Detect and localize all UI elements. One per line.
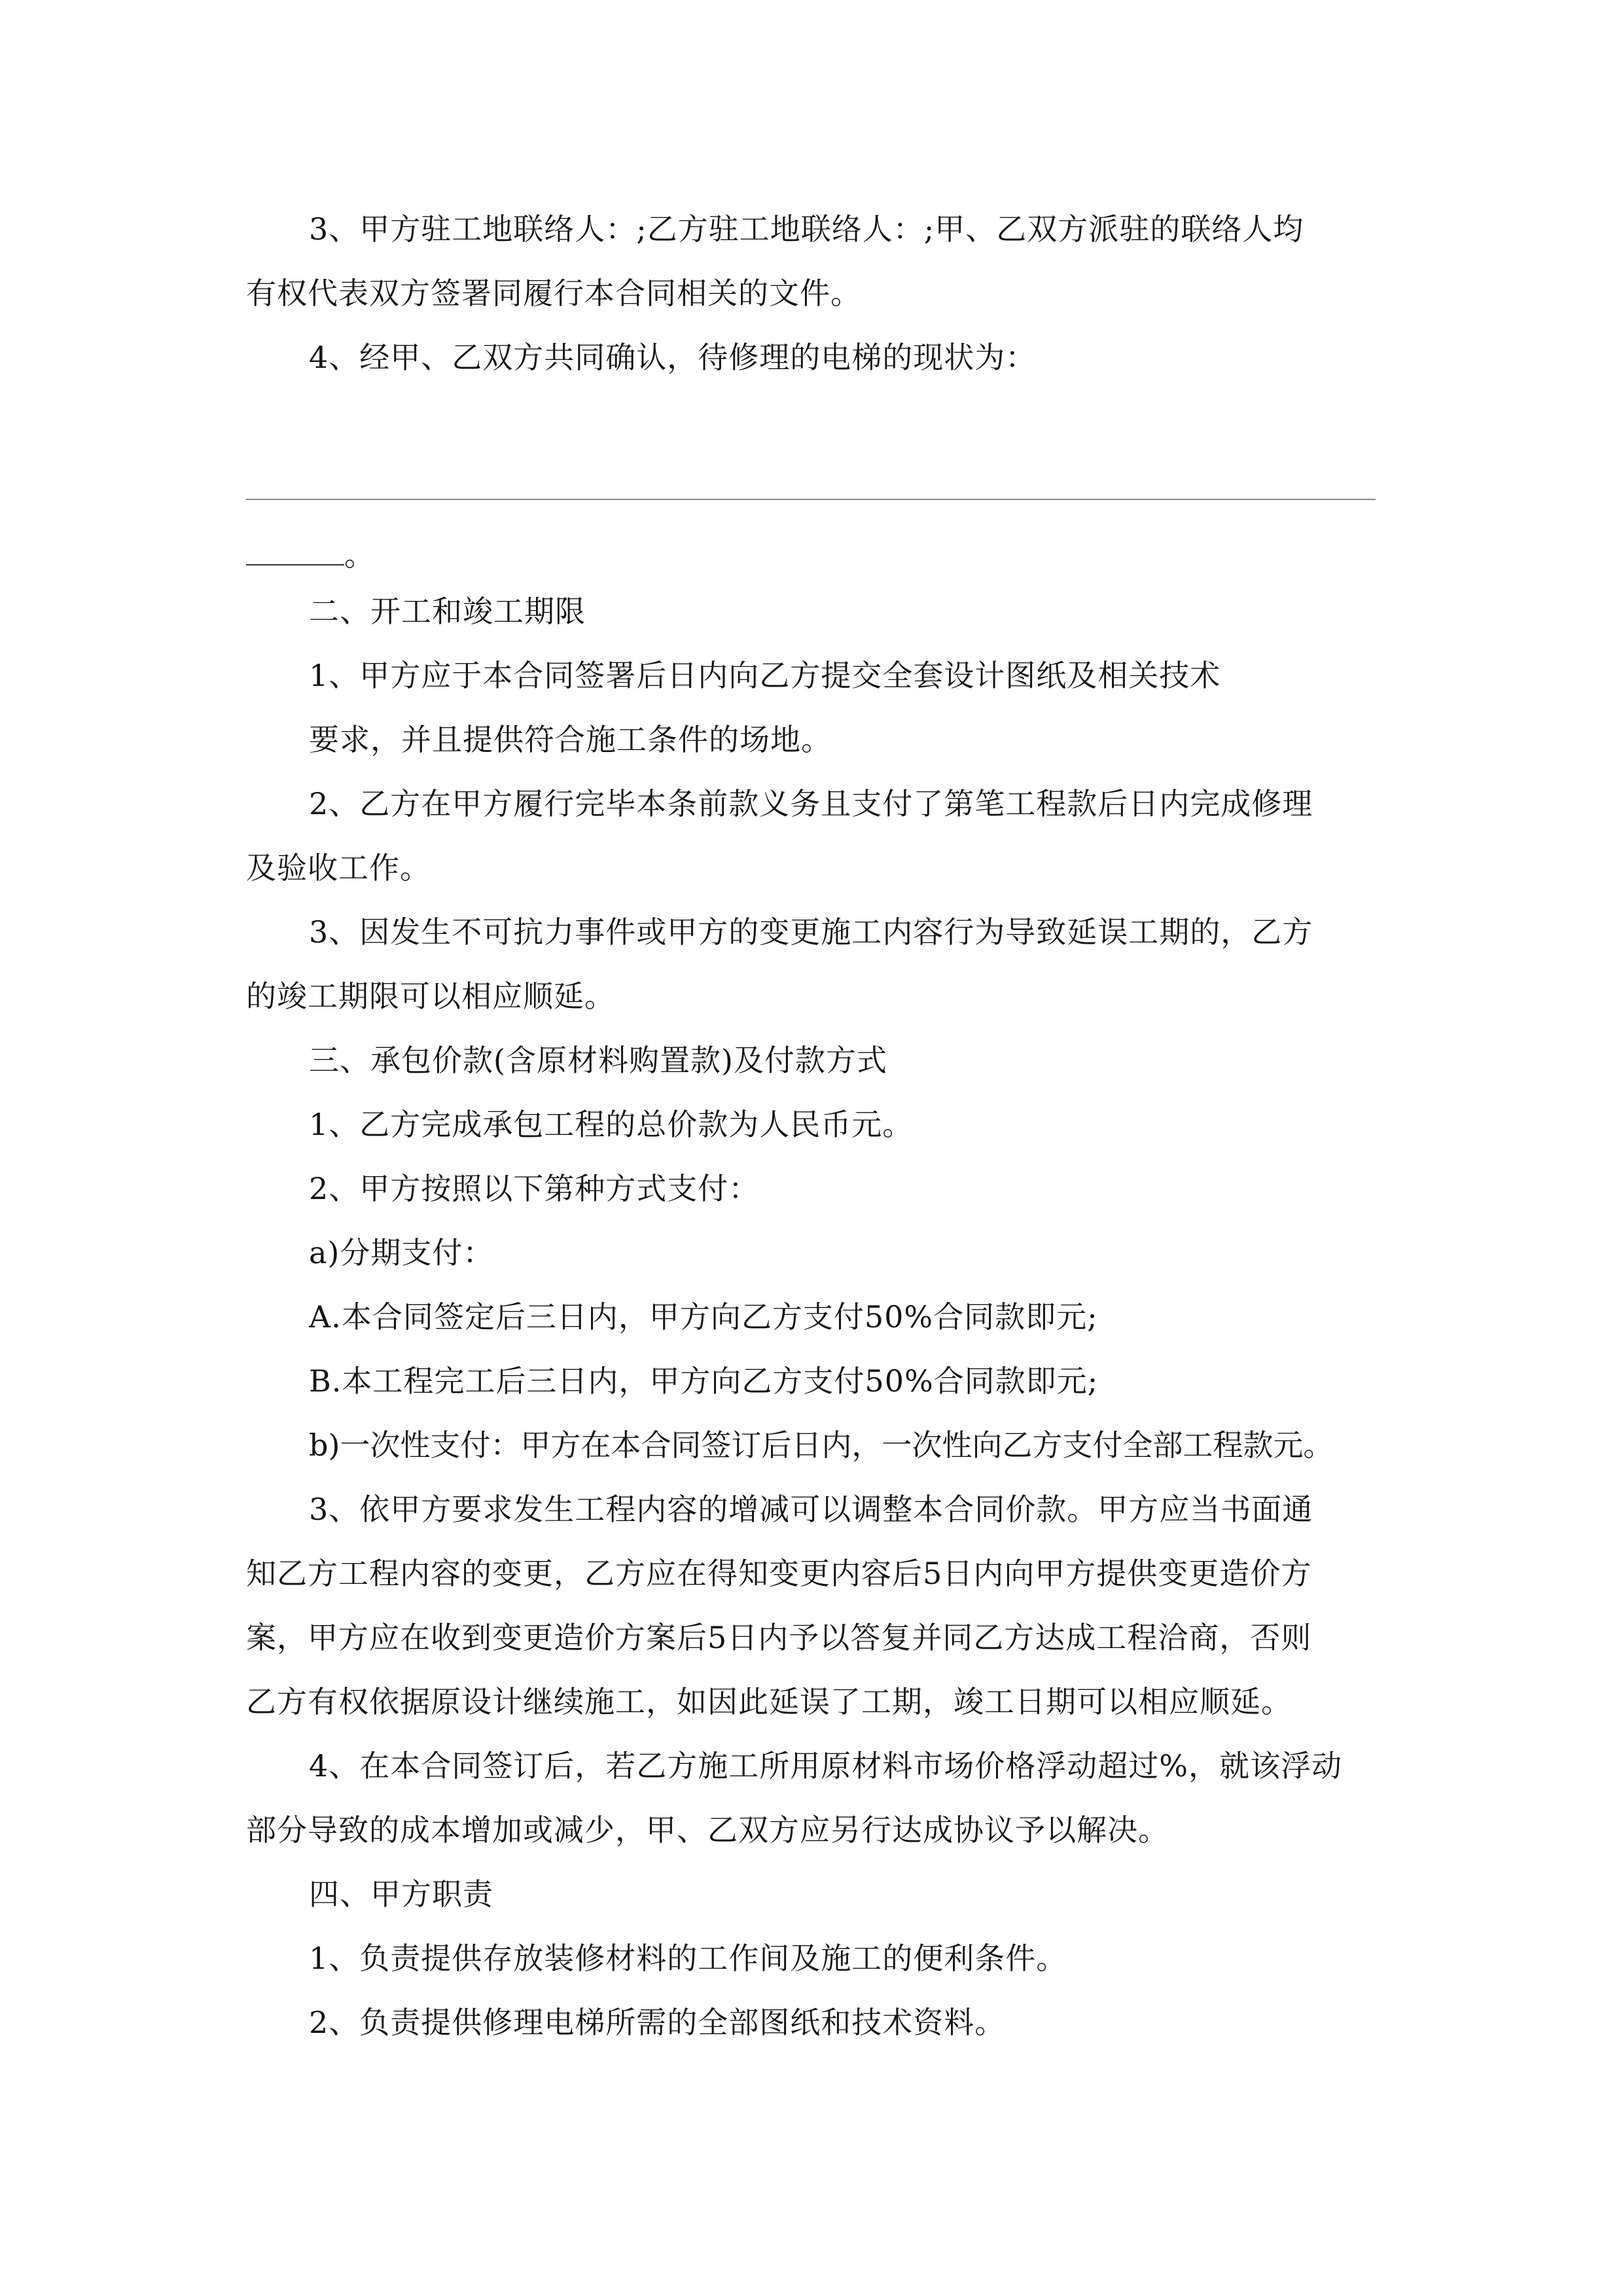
clause-3-3-line-2: 知乙方工程内容的变更，乙方应在得知变更内容后5日内向甲方提供变更造价方 [246, 1556, 1312, 1591]
clause-1-3: 3、甲方驻工地联络人：;乙方驻工地联络人：;甲、乙双方派驻的联络人均 [309, 211, 1304, 247]
clause-3-3-line-3: 案，甲方应在收到变更造价方案后5日内予以答复并同乙方达成工程洽商，否则 [246, 1620, 1312, 1655]
clause-3-1: 1、乙方完成承包工程的总价款为人民币元。 [309, 1107, 914, 1142]
clause-2-2-continued: 及验收工作。 [246, 850, 431, 886]
clause-3-3: 3、依甲方要求发生工程内容的增减可以调整本合同价款。甲方应当书面通 [309, 1492, 1313, 1527]
clause-4-2: 2、负责提供修理电梯所需的全部图纸和技术资料。 [309, 2005, 1006, 2040]
section-3-heading: 三、承包价款(含原材料购置款)及付款方式 [309, 1043, 887, 1078]
blank-fill-line [246, 499, 1376, 500]
blank-period: 。 [344, 537, 374, 573]
blank-underline [246, 535, 344, 565]
clause-3-2: 2、甲方按照以下第种方式支付： [309, 1171, 760, 1206]
option-a-B: B.本工程完工后三日内，甲方向乙方支付50%合同款即元; [309, 1363, 1099, 1399]
option-a: a)分期支付： [309, 1235, 494, 1270]
blank-end-line [246, 535, 374, 576]
clause-2-2: 2、乙方在甲方履行完毕本条前款义务且支付了第笔工程款后日内完成修理 [309, 786, 1313, 821]
clause-3-4: 4、在本合同签订后，若乙方施工所用原材料市场价格浮动超过%，就该浮动 [309, 1748, 1342, 1784]
clause-1-4: 4、经甲、乙双方共同确认，待修理的电梯的现状为： [309, 340, 1037, 375]
clause-2-3: 3、因发生不可抗力事件或甲方的变更施工内容行为导致延误工期的，乙方 [309, 914, 1313, 950]
clause-1-3-continued: 有权代表双方签署同履行本合同相关的文件。 [246, 276, 861, 311]
clause-2-1-continued: 要求，并且提供符合施工条件的场地。 [309, 722, 832, 757]
option-b: b)一次性支付：甲方在本合同签订后日内，一次性向乙方支付全部工程款元。 [309, 1427, 1334, 1463]
section-4-heading: 四、甲方职责 [309, 1876, 493, 1912]
section-2-heading: 二、开工和竣工期限 [309, 594, 586, 629]
clause-4-1: 1、负责提供存放装修材料的工作间及施工的便利条件。 [309, 1941, 1067, 1976]
clause-3-4-continued: 部分导致的成本增加或减少，甲、乙双方应另行达成协议予以解决。 [246, 1812, 1169, 1848]
option-a-A: A.本合同签定后三日内，甲方向乙方支付50%合同款即元; [309, 1299, 1098, 1335]
clause-2-3-continued: 的竣工期限可以相应顺延。 [246, 978, 615, 1014]
clause-3-3-line-4: 乙方有权依据原设计继续施工，如因此延误了工期，竣工日期可以相应顺延。 [246, 1684, 1292, 1719]
clause-2-1: 1、甲方应于本合同签署后日内向乙方提交全套设计图纸及相关技术 [309, 658, 1221, 693]
